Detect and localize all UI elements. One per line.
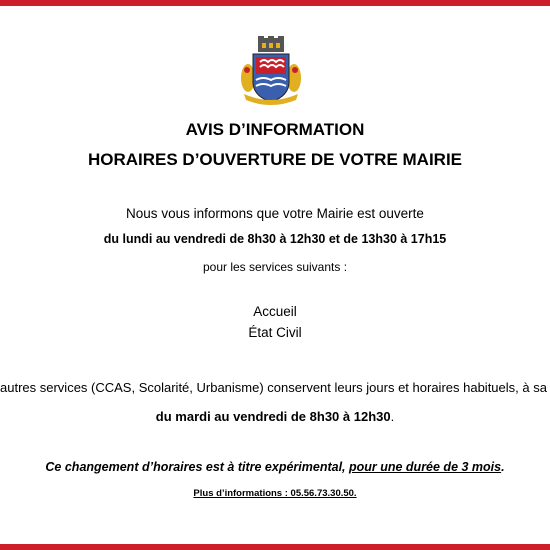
services-intro: pour les services suivants : xyxy=(202,260,348,274)
other-hours-end: . xyxy=(390,409,395,424)
coat-of-arms-icon xyxy=(238,36,304,106)
service-item-etat-civil: État Civil xyxy=(248,325,302,340)
trial-text: Ce changement d’horaires est à titre expérimental, xyxy=(45,460,349,474)
top-border xyxy=(0,0,550,6)
other-hours-bold: du mardi au vendredi de 8h30 à 12h30 xyxy=(155,409,391,424)
trial-notice xyxy=(0,460,550,474)
other-hours xyxy=(0,409,550,424)
other-services-text: autres services (CCAS, Scolarité, Urbanisme) conservent leurs jours et horaires habituels, à sa xyxy=(0,380,547,395)
notice-title: AVIS D’INFORMATION xyxy=(185,120,365,139)
service-item-accueil: Accueil xyxy=(253,304,297,319)
trial-duration: pour une durée de 3 mois xyxy=(348,460,502,474)
trial-end: . xyxy=(501,460,505,474)
notice-subtitle: HORAIRES D’OUVERTURE DE VOTRE MAIRIE xyxy=(87,150,463,169)
bottom-border xyxy=(0,544,550,550)
info-phone-link[interactable]: Plus d’informations : 05.56.73.30.50. xyxy=(193,488,357,499)
main-hours: du lundi au vendredi de 8h30 à 12h30 et de 13h30 à 17h15 xyxy=(103,232,447,246)
intro-text: Nous vous informons que votre Mairie est ouverte xyxy=(126,206,424,221)
